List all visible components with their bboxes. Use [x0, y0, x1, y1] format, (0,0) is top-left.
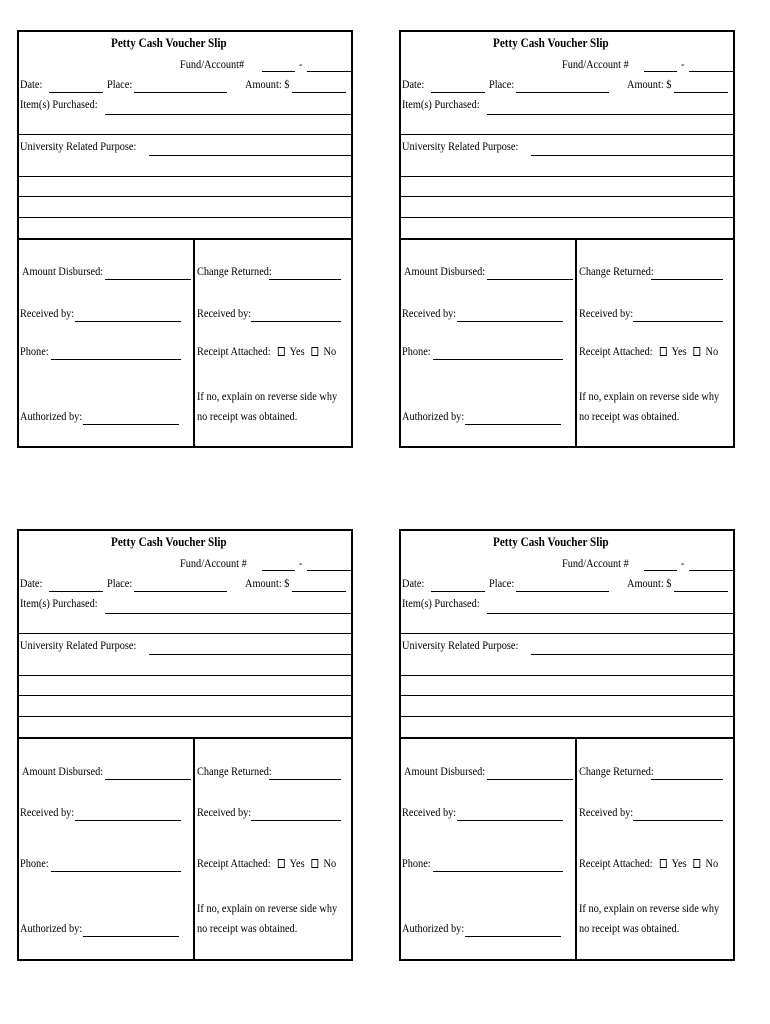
amount-disbursed-field[interactable]	[487, 279, 573, 280]
purpose-line-1[interactable]	[19, 176, 351, 177]
voucher-slip-1	[17, 30, 353, 448]
receipt-no-checkbox[interactable]	[311, 347, 318, 356]
receipt-attached-row	[579, 344, 718, 358]
no-label: No	[323, 856, 337, 870]
explain-text-line-2: no receipt was obtained.	[579, 409, 680, 423]
received-by-field-2[interactable]	[633, 321, 723, 322]
received-by-field[interactable]	[75, 820, 181, 821]
place-label: Place:	[489, 77, 515, 91]
divider	[19, 633, 351, 634]
receipt-yes-checkbox[interactable]	[278, 859, 285, 868]
voucher-slip-4	[399, 529, 735, 961]
slip-title: Petty Cash Voucher Slip	[493, 534, 609, 549]
account-subcode-field[interactable]	[689, 570, 733, 571]
fund-account-field[interactable]	[644, 71, 677, 72]
phone-label: Phone:	[20, 856, 49, 870]
amount-disbursed-field[interactable]	[487, 779, 573, 780]
date-field[interactable]	[49, 591, 103, 592]
date-label: Date:	[20, 576, 43, 590]
place-field[interactable]	[516, 92, 609, 93]
no-label: No	[323, 344, 337, 358]
date-field[interactable]	[431, 591, 485, 592]
explain-text-line-1: If no, explain on reverse side why	[197, 389, 338, 403]
column-divider	[575, 239, 577, 448]
change-returned-field[interactable]	[269, 779, 341, 780]
divider	[401, 134, 733, 135]
items-purchased-field[interactable]	[487, 613, 733, 614]
amount-disbursed-label: Amount Disbursed:	[22, 764, 104, 778]
purpose-line-3[interactable]	[19, 716, 351, 717]
date-label: Date:	[402, 77, 425, 91]
no-label: No	[705, 344, 719, 358]
purpose-label: University Related Purpose:	[20, 139, 137, 153]
fund-dash: -	[299, 556, 303, 570]
account-subcode-field[interactable]	[689, 71, 733, 72]
receipt-yes-checkbox[interactable]	[660, 859, 667, 868]
receipt-attached-label: Receipt Attached:	[579, 856, 653, 870]
purpose-line-2[interactable]	[19, 196, 351, 197]
purpose-line-1[interactable]	[401, 675, 733, 676]
receipt-no-checkbox[interactable]	[693, 347, 700, 356]
amount-label: Amount: $	[627, 77, 672, 91]
amount-disbursed-field[interactable]	[105, 779, 191, 780]
authorized-by-label: Authorized by:	[402, 921, 465, 935]
phone-field[interactable]	[433, 871, 563, 872]
yes-label: Yes	[289, 856, 305, 870]
explain-text-line-2: no receipt was obtained.	[579, 921, 680, 935]
receipt-no-checkbox[interactable]	[311, 859, 318, 868]
account-subcode-field[interactable]	[307, 570, 351, 571]
place-label: Place:	[107, 77, 133, 91]
received-by-label: Received by:	[20, 306, 75, 320]
received-by-field[interactable]	[75, 321, 181, 322]
fund-account-label: Fund/Account #	[562, 57, 629, 71]
items-purchased-label: Item(s) Purchased:	[20, 97, 98, 111]
amount-disbursed-label: Amount Disbursed:	[22, 264, 104, 278]
received-by-label-2: Received by:	[579, 805, 634, 819]
divider	[401, 633, 733, 634]
purpose-line-1[interactable]	[19, 675, 351, 676]
authorized-by-label: Authorized by:	[402, 409, 465, 423]
phone-field[interactable]	[51, 871, 181, 872]
authorized-by-field[interactable]	[83, 936, 179, 937]
explain-text-line-2: no receipt was obtained.	[197, 409, 298, 423]
date-field[interactable]	[431, 92, 485, 93]
purpose-field[interactable]	[149, 155, 351, 156]
purpose-label: University Related Purpose:	[402, 638, 519, 652]
items-purchased-field[interactable]	[487, 114, 733, 115]
place-label: Place:	[489, 576, 515, 590]
authorized-by-field[interactable]	[465, 936, 561, 937]
received-by-field-2[interactable]	[251, 321, 341, 322]
place-field[interactable]	[134, 591, 227, 592]
fund-dash: -	[299, 57, 303, 71]
items-purchased-field[interactable]	[105, 613, 351, 614]
change-returned-label: Change Returned:	[197, 264, 272, 278]
received-by-field-2[interactable]	[251, 820, 341, 821]
voucher-slip-3	[17, 529, 353, 961]
received-by-label-2: Received by:	[579, 306, 634, 320]
purpose-label: University Related Purpose:	[402, 139, 519, 153]
receipt-attached-label: Receipt Attached:	[197, 856, 271, 870]
fund-account-label: Fund/Account #	[562, 556, 629, 570]
fund-account-field[interactable]	[644, 570, 677, 571]
fund-account-label: Fund/Account #	[180, 556, 247, 570]
yes-label: Yes	[671, 856, 687, 870]
receipt-attached-label: Receipt Attached:	[579, 344, 653, 358]
slip-title: Petty Cash Voucher Slip	[111, 35, 227, 50]
amount-field[interactable]	[674, 591, 728, 592]
account-subcode-field[interactable]	[307, 71, 351, 72]
receipt-attached-label: Receipt Attached:	[197, 344, 271, 358]
receipt-attached-row	[197, 344, 336, 358]
explain-text-line-1: If no, explain on reverse side why	[579, 901, 720, 915]
amount-disbursed-label: Amount Disbursed:	[404, 264, 486, 278]
phone-label: Phone:	[402, 856, 431, 870]
change-returned-label: Change Returned:	[197, 764, 272, 778]
amount-field[interactable]	[292, 591, 346, 592]
column-divider	[193, 738, 195, 961]
received-by-label: Received by:	[402, 306, 457, 320]
date-label: Date:	[402, 576, 425, 590]
purpose-line-3[interactable]	[19, 217, 351, 218]
change-returned-field[interactable]	[269, 279, 341, 280]
phone-label: Phone:	[402, 344, 431, 358]
section-divider	[401, 737, 733, 739]
fund-account-label: Fund/Account#	[180, 57, 245, 71]
date-label: Date:	[20, 77, 43, 91]
receipt-attached-row	[579, 856, 718, 870]
section-divider	[401, 238, 733, 240]
date-field[interactable]	[49, 92, 103, 93]
change-returned-field[interactable]	[651, 779, 723, 780]
section-divider	[19, 737, 351, 739]
change-returned-label: Change Returned:	[579, 764, 654, 778]
divider	[19, 134, 351, 135]
amount-disbursed-label: Amount Disbursed:	[404, 764, 486, 778]
purpose-field[interactable]	[531, 155, 733, 156]
amount-label: Amount: $	[245, 576, 290, 590]
authorized-by-field[interactable]	[83, 424, 179, 425]
items-purchased-label: Item(s) Purchased:	[402, 596, 480, 610]
explain-text-line-1: If no, explain on reverse side why	[579, 389, 720, 403]
received-by-label-2: Received by:	[197, 306, 252, 320]
purpose-field[interactable]	[531, 654, 733, 655]
explain-text-line-2: no receipt was obtained.	[197, 921, 298, 935]
items-purchased-field[interactable]	[105, 114, 351, 115]
purpose-field[interactable]	[149, 654, 351, 655]
authorized-by-label: Authorized by:	[20, 921, 83, 935]
received-by-label-2: Received by:	[197, 805, 252, 819]
items-purchased-label: Item(s) Purchased:	[402, 97, 480, 111]
explain-text-line-1: If no, explain on reverse side why	[197, 901, 338, 915]
purpose-line-3[interactable]	[401, 217, 733, 218]
place-field[interactable]	[134, 92, 227, 93]
fund-dash: -	[681, 556, 685, 570]
received-by-label: Received by:	[402, 805, 457, 819]
yes-label: Yes	[289, 344, 305, 358]
section-divider	[19, 238, 351, 240]
no-label: No	[705, 856, 719, 870]
amount-disbursed-field[interactable]	[105, 279, 191, 280]
purpose-line-1[interactable]	[401, 176, 733, 177]
authorized-by-label: Authorized by:	[20, 409, 83, 423]
purpose-label: University Related Purpose:	[20, 638, 137, 652]
items-purchased-label: Item(s) Purchased:	[20, 596, 98, 610]
slip-title: Petty Cash Voucher Slip	[111, 534, 227, 549]
receipt-yes-checkbox[interactable]	[660, 347, 667, 356]
phone-field[interactable]	[433, 359, 563, 360]
change-returned-field[interactable]	[651, 279, 723, 280]
received-by-field[interactable]	[457, 820, 563, 821]
phone-field[interactable]	[51, 359, 181, 360]
column-divider	[193, 239, 195, 448]
received-by-label: Received by:	[20, 805, 75, 819]
purpose-line-2[interactable]	[401, 196, 733, 197]
place-label: Place:	[107, 576, 133, 590]
amount-label: Amount: $	[245, 77, 290, 91]
place-field[interactable]	[516, 591, 609, 592]
received-by-field[interactable]	[457, 321, 563, 322]
column-divider	[575, 738, 577, 961]
purpose-line-2[interactable]	[401, 695, 733, 696]
authorized-by-field[interactable]	[465, 424, 561, 425]
purpose-line-3[interactable]	[401, 716, 733, 717]
fund-account-field[interactable]	[262, 570, 295, 571]
receipt-attached-row	[197, 856, 336, 870]
receipt-no-checkbox[interactable]	[693, 859, 700, 868]
received-by-field-2[interactable]	[633, 820, 723, 821]
amount-field[interactable]	[674, 92, 728, 93]
slip-title: Petty Cash Voucher Slip	[493, 35, 609, 50]
fund-dash: -	[681, 57, 685, 71]
change-returned-label: Change Returned:	[579, 264, 654, 278]
receipt-yes-checkbox[interactable]	[278, 347, 285, 356]
phone-label: Phone:	[20, 344, 49, 358]
yes-label: Yes	[671, 344, 687, 358]
fund-account-field[interactable]	[262, 71, 295, 72]
purpose-line-2[interactable]	[19, 695, 351, 696]
voucher-slip-2	[399, 30, 735, 448]
amount-field[interactable]	[292, 92, 346, 93]
amount-label: Amount: $	[627, 576, 672, 590]
